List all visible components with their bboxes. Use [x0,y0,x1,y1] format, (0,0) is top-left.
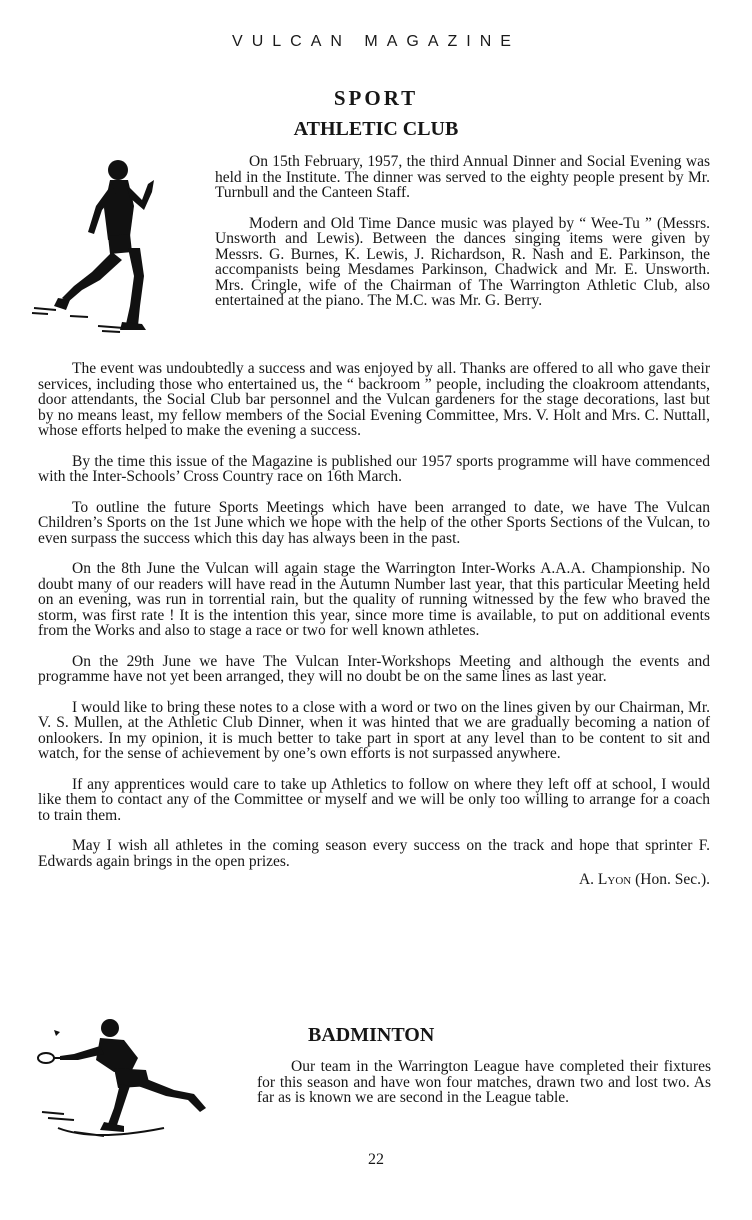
masthead: VULCAN MAGAZINE [232,33,520,50]
paragraph: On the 29th June we have The Vulcan Inter-Workshops Meeting and although the events and programme have not yet been arranged, they will no doubt be on the same lines as last year. [38,652,710,685]
badminton-body [257,1059,711,1106]
paragraph: If any apprentices would care to take up Athletics to follow on where they left off at school, I would like them to contact any of the Committee or myself and we will be only too willing to arrange for a coach to train them. [38,775,710,824]
paragraph: On 15th February, 1957, the third Annual Dinner and Social Evening was held in the Institute. The dinner was served to the eighty people present by Mr. Turnbull and the Canteen Staff. [215,153,710,201]
section-title: SPORT [333,86,419,110]
paragraph: Modern and Old Time Dance music was played by “ Wee-Tu ” (Messrs. Unsworth and Lewis). Between the dances singing items were given by Messrs. G. Burnes, K. Lewis, J. Richardson, R. Nash and E. Parkinson, the accompanists being Mesdames Parkinson, Chadwick and Mr. E. Unsworth. Mrs. Cringle, wife of the Chairman of The Warrington Athletic Club, also entertained at the piano. The M.C. was Mr. G. Berry. [215,214,710,309]
athletic-intro-column [215,154,710,324]
author-signoff [38,871,710,889]
paragraph: By the time this issue of the Magazine is published our 1957 sports programme will have commenced with the Inter-Schools’ Cross Country race on 16th March. [38,452,710,485]
author-name: Lyon [597,871,632,888]
athletic-club-heading: ATHLETIC CLUB [293,118,459,140]
paragraph: I would like to bring these notes to a close with a word or two on the lines given by our Chairman, Mr. V. S. Mullen, at the Athletic Club Dinner, when it was hinted that we are gradually becoming a nation of onlookers. In my opinion, it is much better to take part in sport at any level than to be content to sit and watch, for the sense of achievement by one’s own efforts is not surpassed anywhere. [38,698,710,762]
page-number: 22 [368,1151,384,1168]
athletic-body [38,361,710,889]
author-initial: A. [578,871,595,888]
paragraph: To outline the future Sports Meetings which have been arranged to date, we have The Vulcan Children’s Sports on the 1st June which we hope with the help of the other Sports Sections of the Vulcan, to even surpass the success which this day has always been in the past. [38,498,710,547]
runner-illustration [30,148,160,338]
paragraph: On the 8th June the Vulcan will again stage the Warrington Inter-Works A.A.A. Championship. No doubt many of our readers will have read in the Autumn Number last year, that this particular Meeting held on an evening, was run in torrential rain, but the quality of running witnessed by the few who braved the storm, was first rate ! It is the intention this year, since more time is available, to put on additional events from the Works and also to stage a race or two for well known athletes. [38,560,710,639]
paragraph: Our team in the Warrington League have completed their fixtures for this season and have won four matches, drawn two and lost two. As far as is known we are second in the League table. [257,1058,711,1106]
badminton-heading: BADMINTON [308,1024,435,1046]
badminton-player-illustration [34,1012,219,1142]
paragraph: The event was undoubtedly a success and was enjoyed by all. Thanks are offered to all who gave their services, including those who entertained us, the “ backroom ” people, including the cloakroom attendants, door attendants, the Social Club bar personnel and the Vulcan gardeners for the stage decorations, last but by no means least, my fellow members of the Social Evening Committee, Mrs. V. Holt and Mrs. C. Nuttall, whose efforts helped to make the evening a success. [38,360,710,439]
paragraph: May I wish all athletes in the coming season every success on the track and hope that sprinter F. Edwards again brings in the open prizes. [38,837,710,870]
author-title: (Hon. Sec.). [635,871,710,888]
